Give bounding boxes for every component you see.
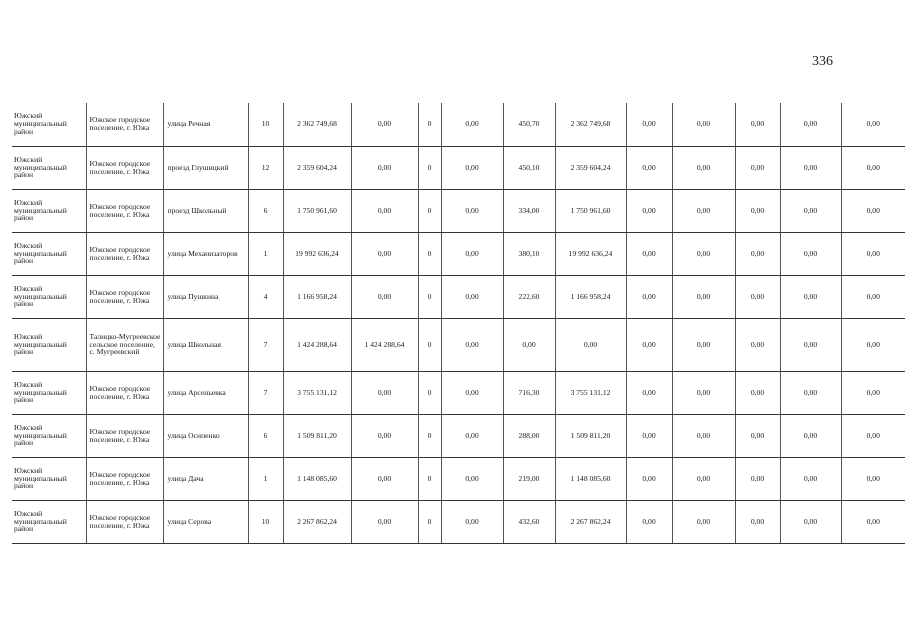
total-cost-cell: 1 509 811,20 (283, 414, 351, 457)
regional-budget-cell: 0,00 (441, 371, 503, 414)
value-cell: 0,00 (626, 103, 672, 146)
area-cell: 222,60 (503, 275, 555, 318)
value-cell: 0,00 (626, 275, 672, 318)
total-cost-cell: 1 750 961,60 (283, 189, 351, 232)
flag-cell: 0 (418, 146, 441, 189)
value-cell: 0,00 (672, 371, 735, 414)
table-row (12, 275, 905, 318)
regional-budget-cell: 0,00 (441, 500, 503, 543)
value-cell: 0,00 (780, 414, 841, 457)
street-cell: улица Арсеньевка (163, 371, 248, 414)
area-cell: 334,00 (503, 189, 555, 232)
settlement-cell: Южское городское поселение, г. Южа (86, 189, 163, 232)
regional-budget-cell: 0,00 (441, 146, 503, 189)
local-budget-cell: 0,00 (555, 318, 626, 371)
value-cell: 0,00 (841, 146, 905, 189)
value-cell: 0,00 (672, 146, 735, 189)
house-number-cell: 1 (248, 232, 283, 275)
local-budget-cell: 1 148 085,60 (555, 457, 626, 500)
value-cell: 0,00 (780, 275, 841, 318)
registry-table (12, 103, 905, 544)
flag-cell: 0 (418, 232, 441, 275)
fund-cost-cell: 0,00 (351, 232, 418, 275)
table-row (12, 318, 905, 371)
value-cell: 0,00 (780, 500, 841, 543)
flag-cell: 0 (418, 189, 441, 232)
local-budget-cell: 3 755 131,12 (555, 371, 626, 414)
value-cell: 0,00 (735, 500, 780, 543)
local-budget-cell: 2 362 749,68 (555, 103, 626, 146)
settlement-cell: Талицко-Мугреевское сельское поселение, с. Мугреевский (86, 318, 163, 371)
regional-budget-cell: 0,00 (441, 103, 503, 146)
settlement-cell: Южское городское поселение, г. Южа (86, 146, 163, 189)
value-cell: 0,00 (672, 232, 735, 275)
value-cell: 0,00 (841, 232, 905, 275)
district-cell: Южский муниципальный район (12, 500, 86, 543)
table-row (12, 457, 905, 500)
regional-budget-cell: 0,00 (441, 275, 503, 318)
value-cell: 0,00 (841, 371, 905, 414)
regional-budget-cell: 0,00 (441, 318, 503, 371)
flag-cell: 0 (418, 275, 441, 318)
fund-cost-cell: 0,00 (351, 146, 418, 189)
value-cell: 0,00 (672, 275, 735, 318)
table-row (12, 500, 905, 543)
table-row (12, 232, 905, 275)
area-cell: 219,00 (503, 457, 555, 500)
table-row (12, 414, 905, 457)
settlement-cell: Южское городское поселение, г. Южа (86, 103, 163, 146)
area-cell: 716,30 (503, 371, 555, 414)
area-cell: 432,60 (503, 500, 555, 543)
total-cost-cell: 2 359 604,24 (283, 146, 351, 189)
fund-cost-cell: 0,00 (351, 500, 418, 543)
total-cost-cell: 19 992 636,24 (283, 232, 351, 275)
flag-cell: 0 (418, 103, 441, 146)
area-cell: 450,70 (503, 103, 555, 146)
settlement-cell: Южское городское поселение, г. Южа (86, 457, 163, 500)
district-cell: Южский муниципальный район (12, 189, 86, 232)
local-budget-cell: 1 166 958,24 (555, 275, 626, 318)
district-cell: Южский муниципальный район (12, 318, 86, 371)
house-number-cell: 7 (248, 318, 283, 371)
value-cell: 0,00 (735, 275, 780, 318)
value-cell: 0,00 (626, 232, 672, 275)
value-cell: 0,00 (841, 457, 905, 500)
district-cell: Южский муниципальный район (12, 232, 86, 275)
street-cell: проезд Глушицкий (163, 146, 248, 189)
house-number-cell: 10 (248, 500, 283, 543)
house-number-cell: 1 (248, 457, 283, 500)
house-number-cell: 4 (248, 275, 283, 318)
local-budget-cell: 19 992 636,24 (555, 232, 626, 275)
fund-cost-cell: 0,00 (351, 457, 418, 500)
street-cell: улица Механизаторов (163, 232, 248, 275)
total-cost-cell: 2 267 862,24 (283, 500, 351, 543)
value-cell: 0,00 (841, 318, 905, 371)
house-number-cell: 6 (248, 189, 283, 232)
value-cell: 0,00 (626, 500, 672, 543)
area-cell: 288,00 (503, 414, 555, 457)
value-cell: 0,00 (780, 146, 841, 189)
table-body (12, 103, 905, 543)
house-number-cell: 10 (248, 103, 283, 146)
value-cell: 0,00 (735, 457, 780, 500)
value-cell: 0,00 (841, 500, 905, 543)
table-row (12, 371, 905, 414)
settlement-cell: Южское городское поселение, г. Южа (86, 232, 163, 275)
area-cell: 380,10 (503, 232, 555, 275)
value-cell: 0,00 (780, 189, 841, 232)
settlement-cell: Южское городское поселение, г. Южа (86, 414, 163, 457)
value-cell: 0,00 (841, 414, 905, 457)
street-cell: улица Осипенко (163, 414, 248, 457)
value-cell: 0,00 (672, 457, 735, 500)
value-cell: 0,00 (626, 189, 672, 232)
value-cell: 0,00 (735, 103, 780, 146)
value-cell: 0,00 (735, 189, 780, 232)
settlement-cell: Южское городское поселение, г. Южа (86, 371, 163, 414)
total-cost-cell: 1 148 085,60 (283, 457, 351, 500)
street-cell: улица Пушкина (163, 275, 248, 318)
street-cell: улица Серова (163, 500, 248, 543)
total-cost-cell: 2 362 749,68 (283, 103, 351, 146)
street-cell: улица Речная (163, 103, 248, 146)
street-cell: улица Дача (163, 457, 248, 500)
district-cell: Южский муниципальный район (12, 414, 86, 457)
value-cell: 0,00 (780, 457, 841, 500)
settlement-cell: Южское городское поселение, г. Южа (86, 275, 163, 318)
regional-budget-cell: 0,00 (441, 189, 503, 232)
value-cell: 0,00 (841, 103, 905, 146)
district-cell: Южский муниципальный район (12, 457, 86, 500)
area-cell: 0,00 (503, 318, 555, 371)
regional-budget-cell: 0,00 (441, 457, 503, 500)
local-budget-cell: 1 509 811,20 (555, 414, 626, 457)
value-cell: 0,00 (672, 414, 735, 457)
district-cell: Южский муниципальный район (12, 371, 86, 414)
value-cell: 0,00 (780, 318, 841, 371)
value-cell: 0,00 (780, 371, 841, 414)
total-cost-cell: 1 424 288,64 (283, 318, 351, 371)
regional-budget-cell: 0,00 (441, 414, 503, 457)
flag-cell: 0 (418, 457, 441, 500)
local-budget-cell: 2 359 604,24 (555, 146, 626, 189)
house-number-cell: 6 (248, 414, 283, 457)
value-cell: 0,00 (672, 318, 735, 371)
flag-cell: 0 (418, 414, 441, 457)
house-number-cell: 12 (248, 146, 283, 189)
page-number: 336 (812, 54, 833, 69)
value-cell: 0,00 (735, 318, 780, 371)
house-number-cell: 7 (248, 371, 283, 414)
value-cell: 0,00 (735, 146, 780, 189)
local-budget-cell: 2 267 862,24 (555, 500, 626, 543)
value-cell: 0,00 (841, 275, 905, 318)
value-cell: 0,00 (735, 232, 780, 275)
table-row (12, 146, 905, 189)
value-cell: 0,00 (735, 414, 780, 457)
total-cost-cell: 3 755 131,12 (283, 371, 351, 414)
street-cell: улица Школьная (163, 318, 248, 371)
fund-cost-cell: 0,00 (351, 414, 418, 457)
flag-cell: 0 (418, 318, 441, 371)
district-cell: Южский муниципальный район (12, 103, 86, 146)
value-cell: 0,00 (626, 371, 672, 414)
settlement-cell: Южское городское поселение, г. Южа (86, 500, 163, 543)
table-row (12, 103, 905, 146)
value-cell: 0,00 (626, 318, 672, 371)
value-cell: 0,00 (672, 103, 735, 146)
flag-cell: 0 (418, 371, 441, 414)
fund-cost-cell: 0,00 (351, 189, 418, 232)
value-cell: 0,00 (626, 146, 672, 189)
district-cell: Южский муниципальный район (12, 146, 86, 189)
regional-budget-cell: 0,00 (441, 232, 503, 275)
street-cell: проезд Школьный (163, 189, 248, 232)
value-cell: 0,00 (626, 457, 672, 500)
fund-cost-cell: 0,00 (351, 275, 418, 318)
fund-cost-cell: 0,00 (351, 103, 418, 146)
total-cost-cell: 1 166 958,24 (283, 275, 351, 318)
value-cell: 0,00 (780, 103, 841, 146)
value-cell: 0,00 (780, 232, 841, 275)
fund-cost-cell: 1 424 288,64 (351, 318, 418, 371)
fund-cost-cell: 0,00 (351, 371, 418, 414)
area-cell: 450,10 (503, 146, 555, 189)
value-cell: 0,00 (841, 189, 905, 232)
local-budget-cell: 1 750 961,60 (555, 189, 626, 232)
value-cell: 0,00 (735, 371, 780, 414)
table-row (12, 189, 905, 232)
district-cell: Южский муниципальный район (12, 275, 86, 318)
value-cell: 0,00 (672, 500, 735, 543)
value-cell: 0,00 (672, 189, 735, 232)
value-cell: 0,00 (626, 414, 672, 457)
flag-cell: 0 (418, 500, 441, 543)
